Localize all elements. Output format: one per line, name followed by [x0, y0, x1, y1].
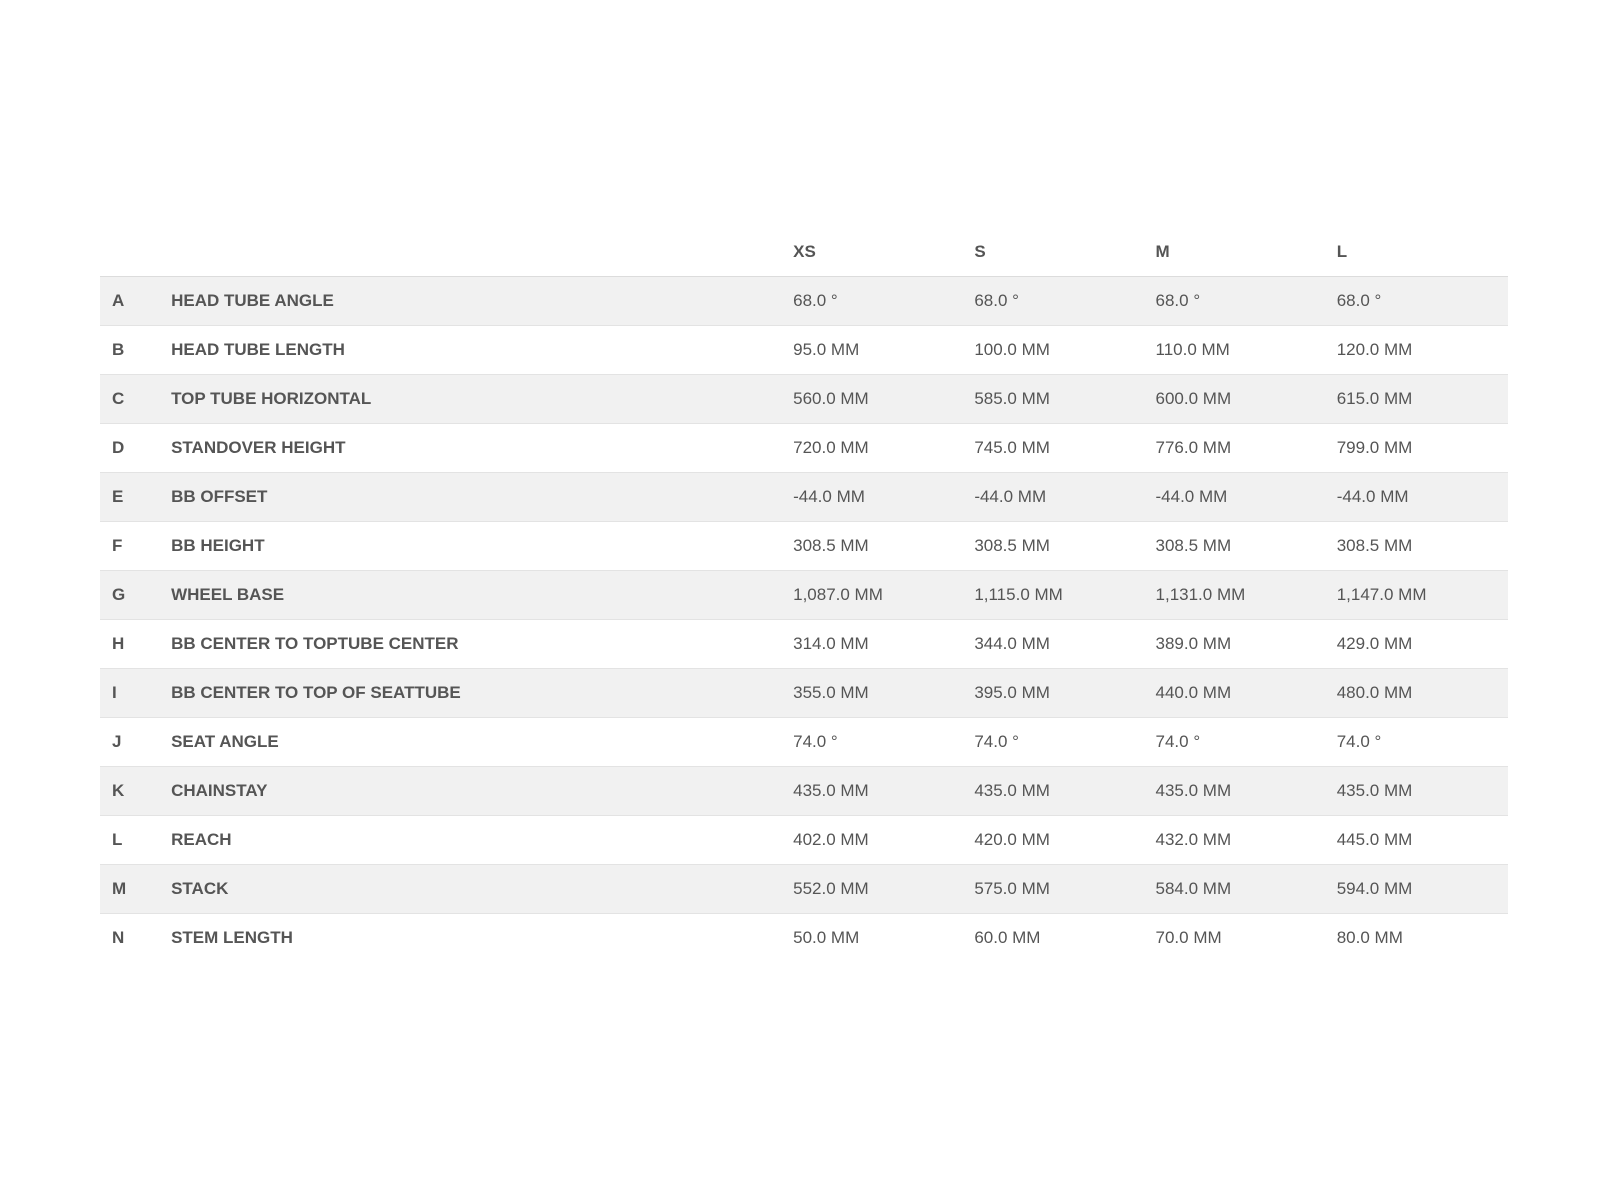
value-cell-s: 60.0 MM — [974, 928, 1041, 947]
value-cell-s: 100.0 MM — [964, 326, 1145, 375]
row-measurement-name: WHEEL BASE — [161, 571, 783, 620]
value-cell-s: 68.0 ° — [964, 277, 1145, 326]
row-letter: J — [100, 718, 161, 767]
table-row — [100, 424, 1508, 473]
row-measurement-name: CHAINSTAY — [161, 767, 783, 816]
value-cell-m: 776.0 MM — [1146, 424, 1327, 473]
value-cell-l: 445.0 MM — [1327, 816, 1508, 865]
value-cell-l: 615.0 MM — [1327, 375, 1508, 424]
row-letter: N — [112, 928, 125, 947]
value-cell-m: 584.0 MM — [1146, 865, 1327, 914]
table-row — [100, 816, 1508, 865]
value-cell-m: 432.0 MM — [1146, 816, 1327, 865]
value-cell-xs: 68.0 ° — [783, 277, 964, 326]
table-row — [100, 473, 1508, 522]
table-row — [100, 865, 1508, 914]
row-letter: G — [100, 571, 161, 620]
value-cell-s: 745.0 MM — [964, 424, 1145, 473]
value-cell-l: 480.0 MM — [1327, 669, 1508, 718]
value-cell-xs: 74.0 ° — [783, 718, 964, 767]
row-measurement-name: BB CENTER TO TOPTUBE CENTER — [161, 620, 783, 669]
row-measurement-name: SEAT ANGLE — [161, 718, 783, 767]
value-cell-xs: 720.0 MM — [783, 424, 964, 473]
value-cell-l: 594.0 MM — [1327, 865, 1508, 914]
header-letter-cell — [100, 228, 161, 277]
header-name-cell — [161, 228, 783, 277]
value-cell-l: -44.0 MM — [1327, 473, 1508, 522]
row-measurement-name: REACH — [161, 816, 783, 865]
value-cell-xs: 95.0 MM — [783, 326, 964, 375]
row-measurement-name: HEAD TUBE ANGLE — [161, 277, 783, 326]
row-letter: I — [100, 669, 161, 718]
table-row — [100, 277, 1508, 326]
table-row — [100, 522, 1508, 571]
table-row — [100, 375, 1508, 424]
value-cell-s: 344.0 MM — [964, 620, 1145, 669]
geometry-table — [100, 228, 1508, 962]
value-cell-m: -44.0 MM — [1146, 473, 1327, 522]
value-cell-s: 575.0 MM — [964, 865, 1145, 914]
value-cell-m: 600.0 MM — [1146, 375, 1327, 424]
table-row — [100, 914, 1508, 963]
row-measurement-name: TOP TUBE HORIZONTAL — [161, 375, 783, 424]
row-letter: D — [100, 424, 161, 473]
value-cell-s: 1,115.0 MM — [964, 571, 1145, 620]
value-cell-s: -44.0 MM — [964, 473, 1145, 522]
table-row — [100, 571, 1508, 620]
row-letter: H — [100, 620, 161, 669]
value-cell-l: 799.0 MM — [1327, 424, 1508, 473]
value-cell-xs: 308.5 MM — [783, 522, 964, 571]
row-measurement-name: HEAD TUBE LENGTH — [161, 326, 783, 375]
value-cell-l: 80.0 MM — [1336, 928, 1403, 947]
row-letter: A — [100, 277, 161, 326]
row-letter: B — [100, 326, 161, 375]
value-cell-s: 420.0 MM — [964, 816, 1145, 865]
size-header-s: S — [964, 228, 1145, 277]
row-letter: L — [100, 816, 161, 865]
value-cell-l: 120.0 MM — [1327, 326, 1508, 375]
value-cell-xs: 435.0 MM — [783, 767, 964, 816]
value-cell-m: 435.0 MM — [1146, 767, 1327, 816]
value-cell-s: 308.5 MM — [964, 522, 1145, 571]
value-cell-xs: 552.0 MM — [783, 865, 964, 914]
value-cell-s: 74.0 ° — [964, 718, 1145, 767]
row-measurement-name: STEM LENGTH — [171, 928, 293, 947]
value-cell-xs: 355.0 MM — [783, 669, 964, 718]
table-body — [100, 277, 1508, 963]
value-cell-l: 68.0 ° — [1327, 277, 1508, 326]
row-letter: M — [100, 865, 161, 914]
value-cell-m: 389.0 MM — [1146, 620, 1327, 669]
value-cell-xs: 50.0 MM — [793, 928, 860, 947]
value-cell-s: 435.0 MM — [964, 767, 1145, 816]
value-cell-xs: 1,087.0 MM — [783, 571, 964, 620]
size-header-m: M — [1146, 228, 1327, 277]
value-cell-xs: 314.0 MM — [783, 620, 964, 669]
row-letter: F — [100, 522, 161, 571]
value-cell-m: 68.0 ° — [1146, 277, 1327, 326]
value-cell-s: 585.0 MM — [964, 375, 1145, 424]
value-cell-m: 440.0 MM — [1146, 669, 1327, 718]
table-row — [100, 669, 1508, 718]
table-row — [100, 767, 1508, 816]
value-cell-l: 308.5 MM — [1327, 522, 1508, 571]
row-measurement-name: STANDOVER HEIGHT — [161, 424, 783, 473]
value-cell-l: 1,147.0 MM — [1327, 571, 1508, 620]
value-cell-xs: -44.0 MM — [783, 473, 964, 522]
value-cell-s: 395.0 MM — [964, 669, 1145, 718]
value-cell-l: 429.0 MM — [1327, 620, 1508, 669]
table-row — [100, 620, 1508, 669]
row-measurement-name: BB HEIGHT — [161, 522, 783, 571]
row-letter: K — [100, 767, 161, 816]
value-cell-l: 74.0 ° — [1327, 718, 1508, 767]
table-row — [100, 326, 1508, 375]
row-measurement-name: STACK — [161, 865, 783, 914]
value-cell-m: 110.0 MM — [1146, 326, 1327, 375]
row-measurement-name: BB CENTER TO TOP OF SEATTUBE — [161, 669, 783, 718]
value-cell-xs: 560.0 MM — [783, 375, 964, 424]
size-header-xs: XS — [783, 228, 964, 277]
row-measurement-name: BB OFFSET — [161, 473, 783, 522]
row-letter: C — [100, 375, 161, 424]
size-header-l: L — [1327, 228, 1508, 277]
value-cell-m: 308.5 MM — [1146, 522, 1327, 571]
value-cell-m: 74.0 ° — [1146, 718, 1327, 767]
table-row — [100, 718, 1508, 767]
value-cell-m: 70.0 MM — [1155, 928, 1222, 947]
row-letter: E — [100, 473, 161, 522]
value-cell-xs: 402.0 MM — [783, 816, 964, 865]
value-cell-m: 1,131.0 MM — [1146, 571, 1327, 620]
value-cell-l: 435.0 MM — [1327, 767, 1508, 816]
table-header-row — [100, 228, 1508, 277]
